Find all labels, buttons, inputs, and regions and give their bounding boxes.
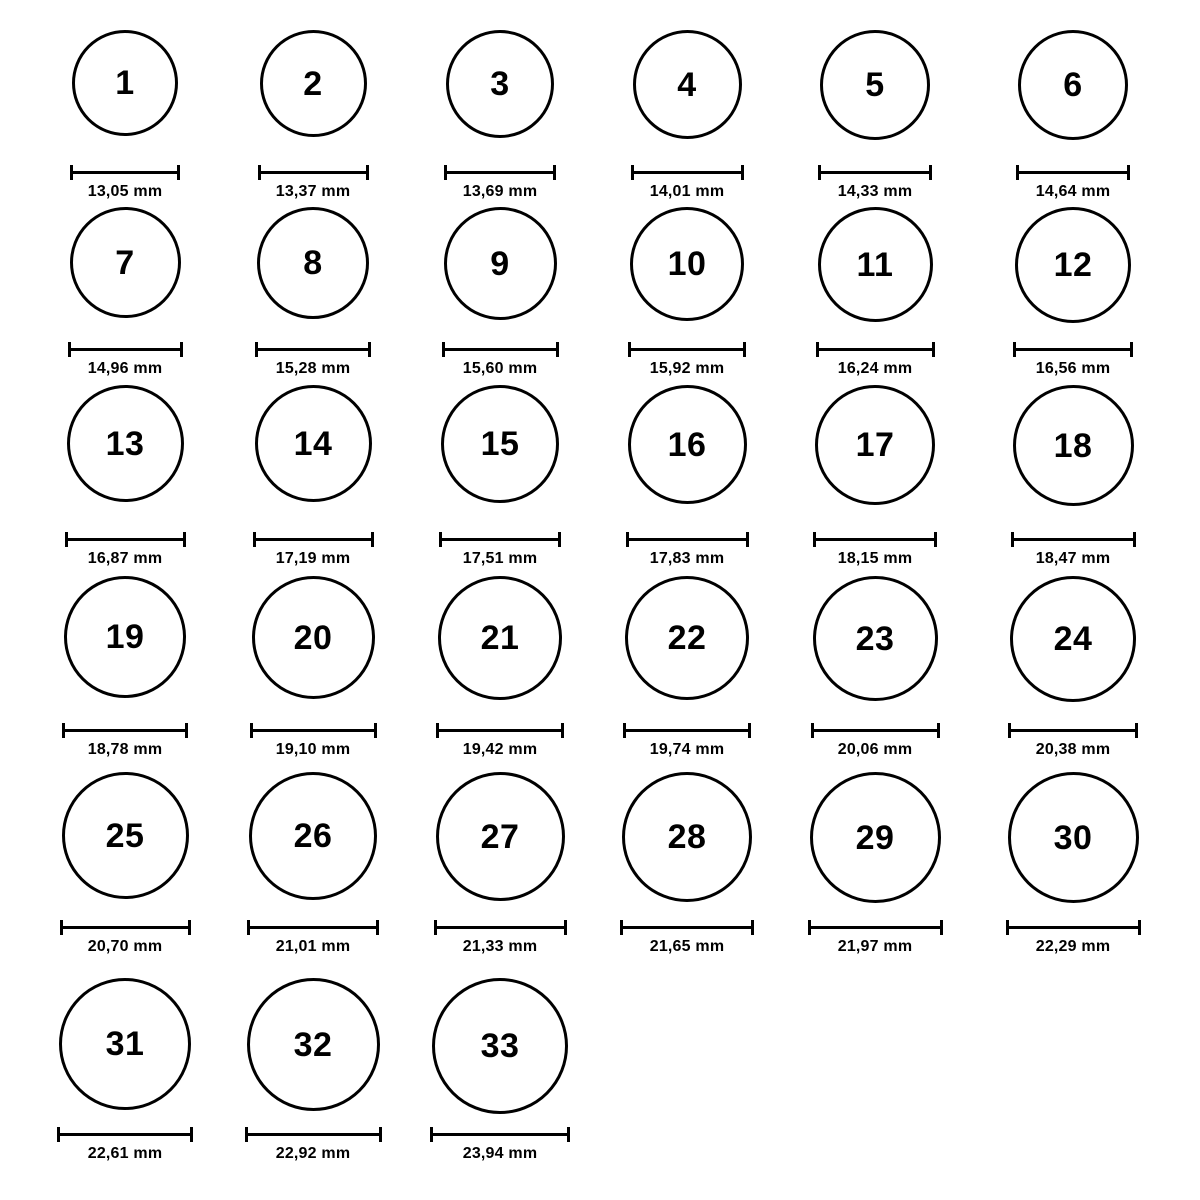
measure-cap-left <box>623 723 626 738</box>
diameter-measure-bar <box>60 920 191 934</box>
measure-line <box>1006 926 1141 929</box>
diameter-label: 13,37 mm <box>275 183 351 200</box>
measure-line <box>1011 538 1136 541</box>
diameter-label: 17,51 mm <box>462 550 538 567</box>
ring-size-number: 17 <box>855 426 895 464</box>
measure-cap-right <box>188 920 191 935</box>
measure-line <box>816 348 935 351</box>
measure-cap-left <box>62 723 65 738</box>
measure-cap-right <box>937 723 940 738</box>
diameter-measure-bar <box>70 165 180 179</box>
ring-size-cell <box>223 207 403 378</box>
ring-circle <box>446 30 554 138</box>
measure-cap-left <box>68 342 71 357</box>
measure-cap-right <box>1127 165 1130 180</box>
diameter-label: 17,83 mm <box>649 550 725 567</box>
measure-cap-left <box>816 342 819 357</box>
measure-cap-left <box>436 723 439 738</box>
ring-size-number: 1 <box>115 64 135 102</box>
measure-cap-left <box>808 920 811 935</box>
diameter-label: 23,94 mm <box>462 1145 538 1162</box>
diameter-measure-bar <box>811 723 940 737</box>
measure-cap-left <box>1011 532 1014 547</box>
ring-size-cell <box>785 772 965 956</box>
measure-cap-left <box>65 532 68 547</box>
measure-line <box>1008 729 1138 732</box>
diameter-label: 16,87 mm <box>87 550 163 567</box>
ring-size-number: 29 <box>855 818 895 857</box>
ring-size-number: 16 <box>667 425 707 464</box>
measure-cap-right <box>751 920 754 935</box>
diameter-measure-bar <box>623 723 751 737</box>
diameter-label: 20,06 mm <box>837 741 913 758</box>
diameter-measure-bar <box>626 532 749 546</box>
ring-circle <box>438 576 562 700</box>
ring-size-cell <box>597 385 777 568</box>
measure-cap-right <box>374 723 377 738</box>
diameter-label: 22,61 mm <box>87 1145 163 1162</box>
measure-cap-left <box>57 1127 60 1142</box>
diameter-label: 22,92 mm <box>275 1145 351 1162</box>
ring-size-number: 21 <box>480 619 520 657</box>
measure-cap-left <box>70 165 73 180</box>
ring-circle <box>444 207 557 320</box>
ring-circle <box>818 207 933 322</box>
ring-circle <box>813 576 938 701</box>
ring-size-cell <box>35 30 215 201</box>
ring-size-number: 8 <box>303 244 323 282</box>
measure-cap-left <box>1006 920 1009 935</box>
diameter-measure-bar <box>430 1127 570 1141</box>
measure-line <box>60 926 191 929</box>
diameter-label: 15,60 mm <box>462 360 538 377</box>
diameter-measure-bar <box>1011 532 1136 546</box>
diameter-measure-bar <box>1016 165 1130 179</box>
ring-size-cell <box>223 30 403 201</box>
measure-line <box>628 348 746 351</box>
ring-size-number: 11 <box>856 245 894 284</box>
measure-cap-right <box>368 342 371 357</box>
ring-size-number: 31 <box>105 1025 145 1063</box>
diameter-label: 15,28 mm <box>275 360 351 377</box>
ring-circle <box>247 978 380 1111</box>
ring-circle <box>59 978 191 1110</box>
ring-size-cell <box>785 385 965 568</box>
ring-size-number: 7 <box>115 243 135 282</box>
measure-cap-right <box>1133 532 1136 547</box>
measure-line <box>245 1133 382 1136</box>
measure-line <box>250 729 377 732</box>
measure-line <box>258 171 369 174</box>
measure-cap-right <box>746 532 749 547</box>
ring-circle <box>622 772 752 902</box>
ring-size-cell <box>410 385 590 568</box>
ring-size-cell <box>35 385 215 568</box>
measure-cap-right <box>1138 920 1141 935</box>
ring-size-cell <box>597 772 777 956</box>
measure-line <box>811 729 940 732</box>
diameter-measure-bar <box>439 532 561 546</box>
diameter-measure-bar <box>245 1127 382 1141</box>
measure-line <box>444 171 556 174</box>
diameter-measure-bar <box>813 532 937 546</box>
ring-size-number: 15 <box>480 425 520 463</box>
ring-size-number: 2 <box>303 64 323 103</box>
ring-size-cell <box>35 576 215 759</box>
measure-cap-left <box>250 723 253 738</box>
ring-circle <box>432 978 568 1114</box>
measure-cap-right <box>940 920 943 935</box>
measure-cap-right <box>371 532 374 547</box>
measure-cap-left <box>1008 723 1011 738</box>
measure-line <box>430 1133 570 1136</box>
diameter-measure-bar <box>620 920 754 934</box>
ring-circle <box>252 576 375 699</box>
measure-cap-left <box>1013 342 1016 357</box>
ring-size-cell <box>35 978 215 1163</box>
diameter-measure-bar <box>1008 723 1138 737</box>
ring-size-number: 12 <box>1053 246 1093 284</box>
measure-cap-left <box>811 723 814 738</box>
ring-circle <box>260 30 367 137</box>
ring-size-number: 6 <box>1063 66 1083 104</box>
diameter-measure-bar <box>247 920 379 934</box>
measure-line <box>62 729 188 732</box>
measure-cap-right <box>564 920 567 935</box>
diameter-label: 21,65 mm <box>649 938 725 955</box>
diameter-label: 16,24 mm <box>837 360 913 377</box>
diameter-label: 17,19 mm <box>275 550 351 567</box>
diameter-measure-bar <box>628 342 746 356</box>
measure-cap-right <box>177 165 180 180</box>
diameter-label: 20,70 mm <box>87 938 163 955</box>
ring-size-cell <box>983 385 1163 568</box>
ring-size-cell <box>410 207 590 378</box>
ring-size-number: 28 <box>667 818 707 856</box>
diameter-measure-bar <box>434 920 567 934</box>
diameter-measure-bar <box>444 165 556 179</box>
ring-circle <box>257 207 369 319</box>
diameter-measure-bar <box>1013 342 1133 356</box>
diameter-measure-bar <box>255 342 371 356</box>
diameter-label: 14,01 mm <box>649 183 725 200</box>
ring-size-number: 33 <box>480 1027 520 1065</box>
measure-line <box>436 729 564 732</box>
measure-cap-left <box>818 165 821 180</box>
diameter-label: 14,33 mm <box>837 183 913 200</box>
measure-line <box>620 926 754 929</box>
ring-size-cell <box>785 576 965 759</box>
ring-size-number: 30 <box>1053 818 1093 857</box>
ring-circle <box>1015 207 1131 323</box>
ring-size-cell <box>597 576 777 759</box>
measure-line <box>253 538 374 541</box>
diameter-label: 18,78 mm <box>87 741 163 758</box>
measure-cap-left <box>253 532 256 547</box>
diameter-measure-bar <box>62 723 188 737</box>
ring-size-cell <box>983 576 1163 759</box>
ring-size-number: 27 <box>480 817 520 856</box>
ring-size-cell <box>597 207 777 378</box>
ring-size-number: 18 <box>1053 426 1093 465</box>
measure-cap-left <box>631 165 634 180</box>
ring-circle <box>1013 385 1134 506</box>
measure-cap-left <box>442 342 445 357</box>
diameter-label: 21,01 mm <box>275 938 351 955</box>
ring-circle <box>628 385 747 504</box>
diameter-measure-bar <box>65 532 186 546</box>
ring-circle <box>67 385 184 502</box>
diameter-measure-bar <box>68 342 183 356</box>
ring-size-cell <box>223 772 403 956</box>
measure-cap-right <box>1130 342 1133 357</box>
measure-line <box>57 1133 193 1136</box>
measure-cap-left <box>628 342 631 357</box>
diameter-measure-bar <box>816 342 935 356</box>
measure-cap-right <box>567 1127 570 1142</box>
measure-cap-left <box>430 1127 433 1142</box>
ring-circle <box>255 385 372 502</box>
ring-size-cell <box>410 772 590 956</box>
diameter-label: 18,47 mm <box>1035 550 1111 567</box>
measure-cap-left <box>247 920 250 935</box>
measure-line <box>255 348 371 351</box>
diameter-measure-bar <box>818 165 932 179</box>
ring-circle <box>249 772 377 900</box>
ring-circle <box>441 385 559 503</box>
measure-cap-left <box>434 920 437 935</box>
diameter-measure-bar <box>250 723 377 737</box>
ring-size-number: 24 <box>1053 620 1093 658</box>
diameter-label: 15,92 mm <box>649 360 725 377</box>
diameter-label: 13,05 mm <box>87 183 163 200</box>
measure-cap-left <box>439 532 442 547</box>
ring-size-cell <box>410 978 590 1163</box>
ring-size-number: 9 <box>490 244 510 283</box>
ring-circle <box>1008 772 1139 903</box>
ring-size-cell <box>35 207 215 378</box>
measure-line <box>631 171 744 174</box>
measure-line <box>623 729 751 732</box>
diameter-label: 22,29 mm <box>1035 938 1111 955</box>
ring-circle <box>815 385 935 505</box>
measure-cap-left <box>1016 165 1019 180</box>
diameter-measure-bar <box>808 920 943 934</box>
measure-cap-right <box>558 532 561 547</box>
measure-cap-right <box>553 165 556 180</box>
ring-size-cell <box>983 772 1163 956</box>
measure-cap-right <box>748 723 751 738</box>
diameter-label: 14,64 mm <box>1035 183 1111 200</box>
measure-line <box>442 348 559 351</box>
measure-line <box>626 538 749 541</box>
ring-size-number: 20 <box>293 618 333 657</box>
measure-cap-right <box>180 342 183 357</box>
ring-size-cell <box>983 207 1163 378</box>
diameter-label: 21,33 mm <box>462 938 538 955</box>
measure-cap-right <box>934 532 937 547</box>
ring-size-number: 26 <box>293 817 333 855</box>
ring-size-number: 23 <box>855 619 895 658</box>
measure-cap-right <box>556 342 559 357</box>
measure-line <box>65 538 186 541</box>
measure-line <box>813 538 937 541</box>
measure-cap-left <box>813 532 816 547</box>
ring-size-number: 10 <box>667 245 707 283</box>
measure-cap-left <box>626 532 629 547</box>
measure-line <box>434 926 567 929</box>
ring-circle <box>64 576 186 698</box>
measure-cap-right <box>1135 723 1138 738</box>
diameter-label: 19,10 mm <box>275 741 351 758</box>
ring-size-cell <box>785 30 965 201</box>
measure-cap-right <box>183 532 186 547</box>
diameter-label: 16,56 mm <box>1035 360 1111 377</box>
measure-cap-left <box>255 342 258 357</box>
measure-cap-right <box>190 1127 193 1142</box>
measure-line <box>1013 348 1133 351</box>
ring-circle <box>1018 30 1128 140</box>
ring-circle <box>625 576 749 700</box>
measure-cap-right <box>379 1127 382 1142</box>
ring-circle <box>436 772 565 901</box>
diameter-label: 18,15 mm <box>837 550 913 567</box>
diameter-label: 19,42 mm <box>462 741 538 758</box>
ring-size-cell <box>223 978 403 1163</box>
measure-cap-left <box>620 920 623 935</box>
measure-cap-left <box>60 920 63 935</box>
diameter-measure-bar <box>442 342 559 356</box>
measure-line <box>70 171 180 174</box>
diameter-label: 20,38 mm <box>1035 741 1111 758</box>
measure-cap-right <box>185 723 188 738</box>
measure-line <box>247 926 379 929</box>
measure-cap-left <box>258 165 261 180</box>
ring-circle <box>630 207 744 321</box>
measure-line <box>68 348 183 351</box>
ring-size-number: 25 <box>105 816 145 855</box>
ring-size-number: 13 <box>105 424 145 463</box>
ring-size-cell <box>410 30 590 201</box>
ring-circle <box>72 30 178 136</box>
ring-size-number: 22 <box>667 619 707 657</box>
diameter-label: 13,69 mm <box>462 183 538 200</box>
measure-line <box>439 538 561 541</box>
ring-circle <box>70 207 181 318</box>
measure-cap-right <box>743 342 746 357</box>
ring-size-number: 32 <box>293 1025 333 1064</box>
measure-cap-right <box>741 165 744 180</box>
ring-size-number: 19 <box>105 618 145 656</box>
diameter-label: 21,97 mm <box>837 938 913 955</box>
ring-circle <box>820 30 930 140</box>
ring-size-cell <box>223 576 403 759</box>
measure-cap-right <box>932 342 935 357</box>
diameter-measure-bar <box>436 723 564 737</box>
diameter-label: 19,74 mm <box>649 741 725 758</box>
ring-size-cell <box>785 207 965 378</box>
ring-size-number: 14 <box>293 424 333 463</box>
ring-size-cell <box>223 385 403 568</box>
ring-circle <box>633 30 742 139</box>
measure-line <box>1016 171 1130 174</box>
ring-circle <box>810 772 941 903</box>
diameter-measure-bar <box>1006 920 1141 934</box>
measure-cap-right <box>561 723 564 738</box>
diameter-measure-bar <box>631 165 744 179</box>
ring-size-cell <box>410 576 590 759</box>
measure-cap-left <box>245 1127 248 1142</box>
diameter-measure-bar <box>57 1127 193 1141</box>
ring-size-number: 3 <box>490 65 510 103</box>
ring-circle <box>62 772 189 899</box>
ring-circle <box>1010 576 1136 702</box>
measure-line <box>818 171 932 174</box>
ring-size-cell <box>35 772 215 956</box>
measure-cap-left <box>444 165 447 180</box>
measure-cap-right <box>929 165 932 180</box>
ring-size-cell <box>983 30 1163 201</box>
ring-size-number: 4 <box>677 65 697 104</box>
diameter-measure-bar <box>258 165 369 179</box>
diameter-label: 14,96 mm <box>87 360 163 377</box>
ring-size-number: 5 <box>865 66 885 104</box>
measure-line <box>808 926 943 929</box>
ring-size-cell <box>597 30 777 201</box>
diameter-measure-bar <box>253 532 374 546</box>
measure-cap-right <box>366 165 369 180</box>
measure-cap-right <box>376 920 379 935</box>
